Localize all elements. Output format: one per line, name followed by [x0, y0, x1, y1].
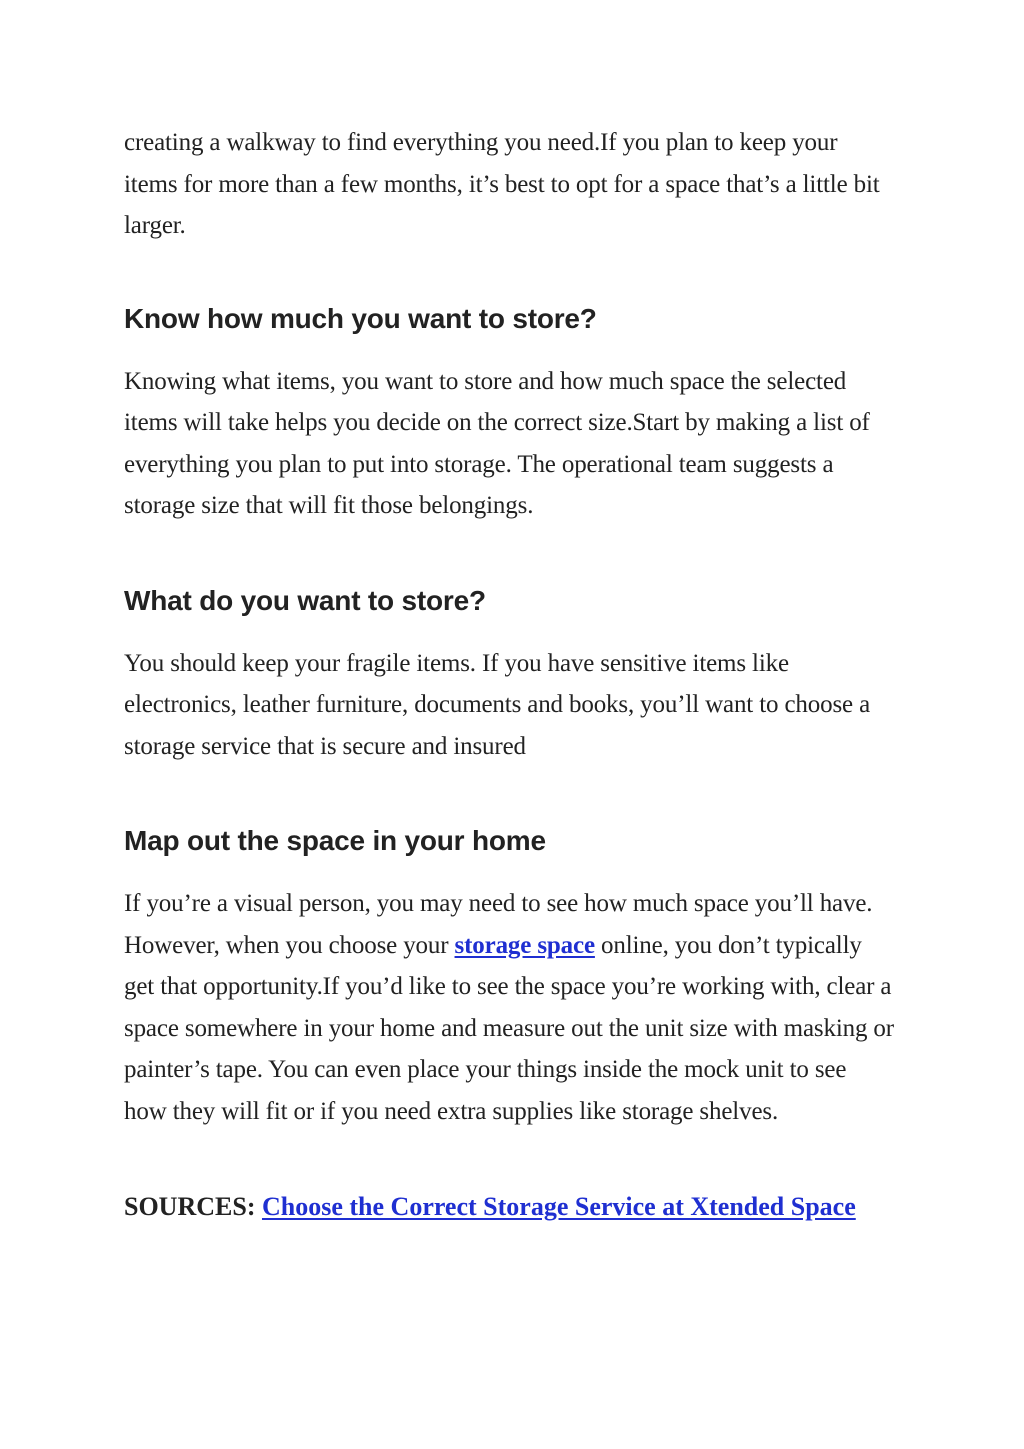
heading-map-out-space: Map out the space in your home: [124, 825, 546, 856]
paragraph-map-out-space-part2: online, you don’t typically get that opportunity.If you’d like to see the space you’re working with, clear a space somewhere in your home and measure out the unit size with masking or painter’s tape. You can even place your things inside the mock unit to see how they will fit or if you need extra supplies like storage shelves.: [124, 931, 894, 1125]
paragraph-map-out-space: [124, 883, 894, 1132]
heading-what-to-store: What do you want to store?: [124, 584, 486, 616]
intro-paragraph: creating a walkway to find everything you need.If you plan to keep your items for more than a few months, it’s best to opt for a space that’s a little bit larger.: [124, 129, 880, 239]
heading-know-how-much: Know how much you want to store?: [124, 302, 597, 334]
document-page: [124, 122, 894, 1228]
paragraph-what-to-store: You should keep your fragile items. If you have sensitive items like electronics, leather furniture, documents and books, you’ll want to choose a storage service that is secure and insured: [124, 649, 871, 760]
sources-label: SOURCES:: [124, 1192, 256, 1221]
sources-line: [124, 1186, 894, 1228]
sources-link[interactable]: Choose the Correct Storage Service at Xtended Space: [261, 1192, 856, 1221]
paragraph-map-out-space-part1: If you’re a visual person, you may need to see how much space you’ll have. However, when you choose your: [124, 890, 873, 959]
storage-space-link[interactable]: storage space: [454, 931, 595, 959]
paragraph-know-how-much: Knowing what items, you want to store and how much space the selected items will take helps you decide on the correct size.Start by making a list of everything you plan to put into storage. The operational team suggests a storage size that will fit those belongings.: [124, 367, 870, 519]
